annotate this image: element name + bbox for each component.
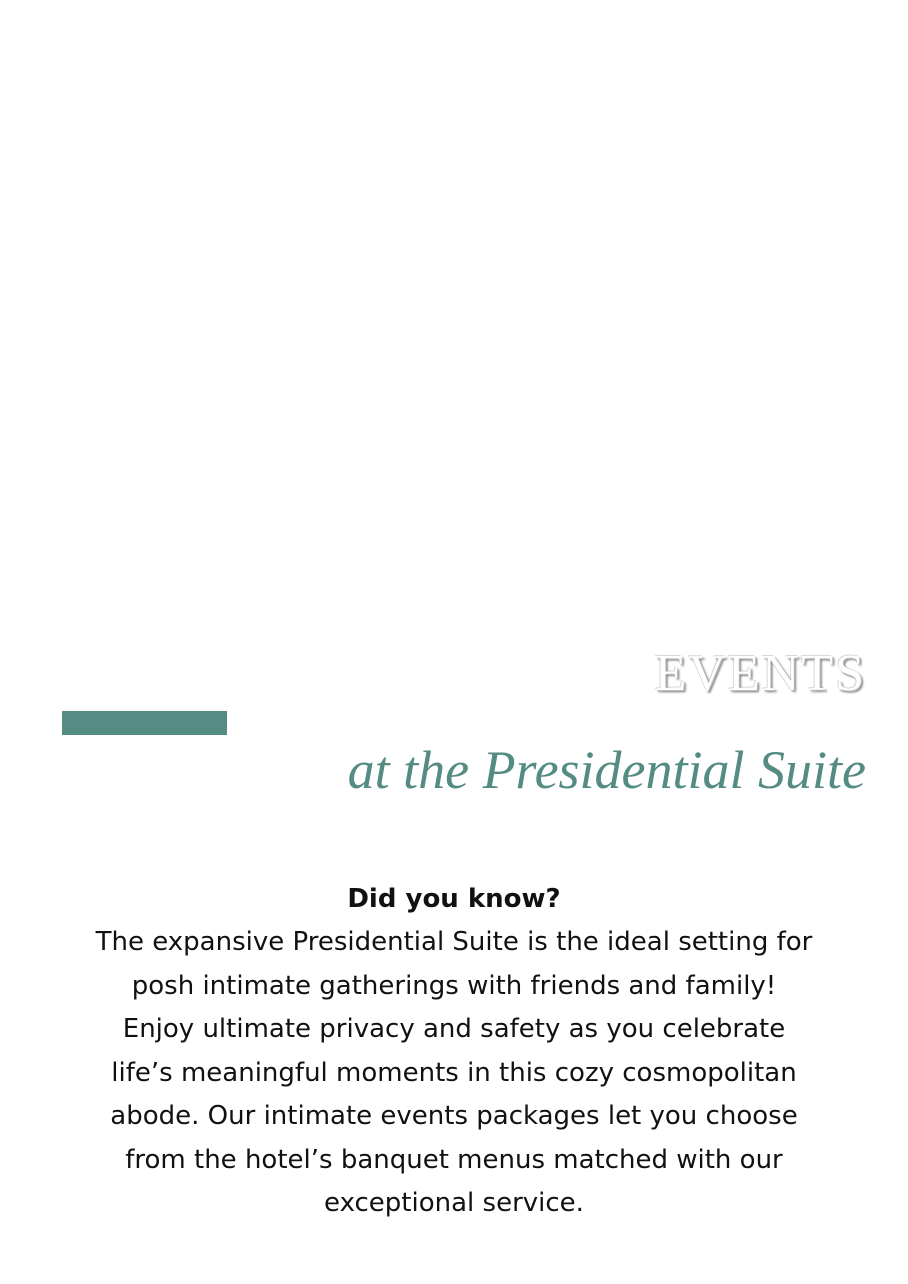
description-line: from the hotel’s banquet menus matched with our bbox=[125, 1144, 783, 1175]
events-heading: EVENTS bbox=[654, 645, 866, 702]
description-line: exceptional service. bbox=[324, 1188, 584, 1218]
did-you-know-label: Did you know? bbox=[347, 884, 561, 914]
description-line: posh intimate gatherings with friends and family! bbox=[131, 970, 777, 1001]
description-block bbox=[60, 878, 848, 1226]
description-line: Enjoy ultimate privacy and safety as you celebrate bbox=[122, 1014, 786, 1044]
description-line: abode. Our intimate events packages let you choose bbox=[110, 1101, 798, 1131]
description-line: The expansive Presidential Suite is the ideal setting for bbox=[95, 927, 813, 957]
accent-bar bbox=[62, 711, 227, 735]
presidential-suite-subheading: at the Presidential Suite bbox=[347, 740, 866, 800]
description-paragraph bbox=[60, 921, 848, 1226]
description-line: life’s meaningful moments in this cozy cosmopolitan bbox=[111, 1057, 797, 1088]
